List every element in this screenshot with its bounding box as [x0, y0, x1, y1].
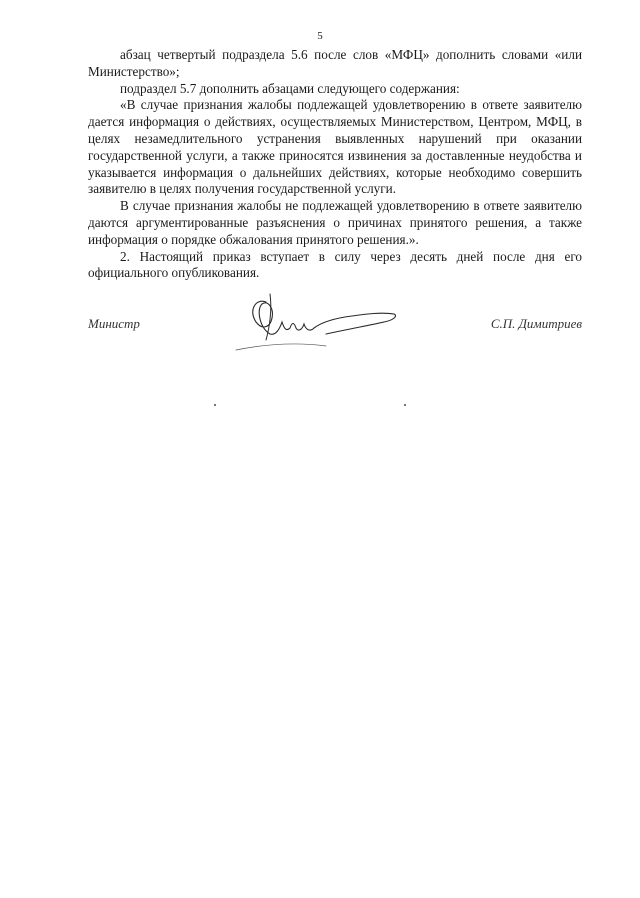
- scan-speck: [214, 404, 216, 406]
- page-number: 5: [317, 30, 323, 42]
- paragraph-complaint-upheld: «В случае признания жалобы подлежащей удовлетворению в ответе заявителю дается информация о действиях, осуществляемых Министерством, Центром, МФЦ, в целях незамедлительного устранения выявленных нарушений при оказании государственной услуги, а также приносятся извинения за доставленные неудобства и указывается информация о дальнейших действиях, которые необходимо совершить заявителю в целях получения государственной услуги.: [88, 97, 582, 197]
- paragraph-complaint-rejected: В случае признания жалобы не подлежащей удовлетворению в ответе заявителю даются аргументированные разъяснения о причинах принятого решения, а также информация о порядке обжалования принятого решения.».: [88, 198, 582, 247]
- handwritten-signature: [226, 288, 402, 358]
- signatory-name: С.П. Димитриев: [490, 316, 582, 331]
- paragraph-amend-5-7-intro: подраздел 5.7 дополнить абзацами следующего содержания:: [120, 80, 460, 96]
- signatory-role: Министр: [88, 316, 140, 331]
- paragraph-amend-5-6: абзац четвертый подраздела 5.6 после слов «МФЦ» дополнить словами «или Министерство»;: [88, 47, 582, 79]
- paragraph-entry-into-force: 2. Настоящий приказ вступает в силу через десять дней после дня его официального опубликования.: [88, 248, 582, 281]
- scan-speck: [404, 404, 406, 406]
- document-body: [88, 47, 582, 282]
